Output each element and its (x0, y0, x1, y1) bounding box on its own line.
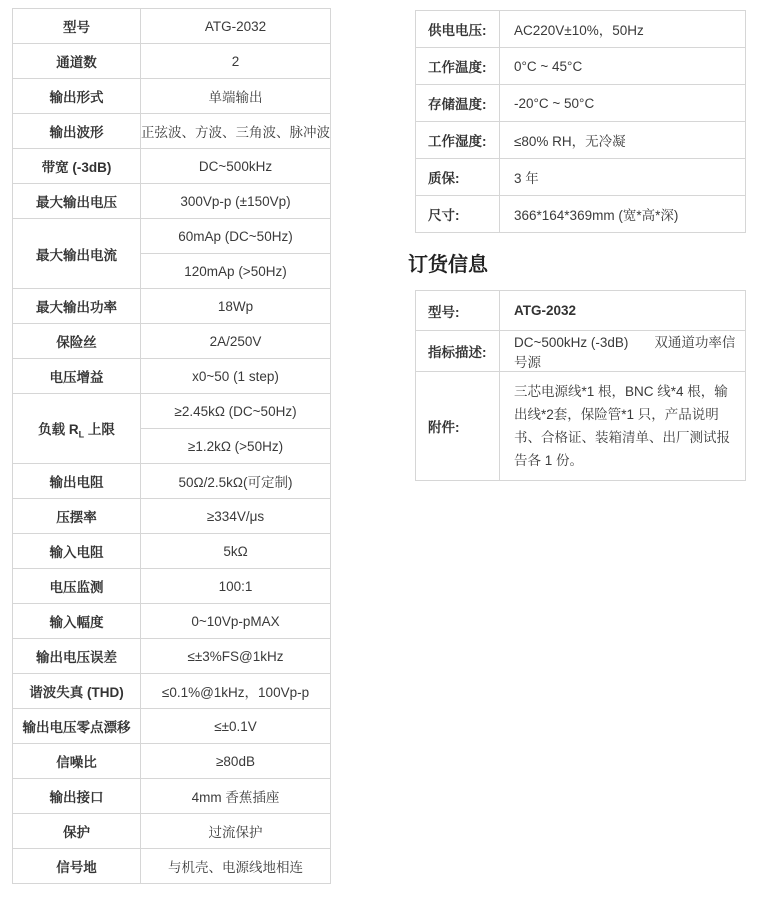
spec-value-voltage-error: ≤±3%FS@1kHz (141, 639, 331, 674)
spec-value-protection: 过流保护 (141, 814, 331, 849)
env-label-operating-temp: 工作温度: (416, 48, 500, 85)
spec-value-output-resistance: 50Ω/2.5kΩ(可定制) (141, 464, 331, 499)
table-row (416, 48, 746, 85)
spec-value-waveforms: 正弦波、方波、三角波、脉冲波 (141, 114, 331, 149)
spec-value-channels: 2 (141, 44, 331, 79)
table-row (13, 219, 331, 254)
spec-value-model: ATG-2032 (141, 9, 331, 44)
table-row (13, 744, 331, 779)
load-label-subscript: L (78, 429, 85, 440)
spec-value-input-amplitude: 0~10Vp-pMAX (141, 604, 331, 639)
order-info-title: 订货信息 (408, 254, 488, 276)
spec-value-gain: x0~50 (1 step) (141, 359, 331, 394)
table-row (13, 499, 331, 534)
order-label-model: 型号: (416, 291, 500, 331)
order-info-table (415, 290, 746, 481)
spec-label-voltage-monitor: 电压监测 (13, 569, 141, 604)
table-row (13, 9, 331, 44)
spec-label-input-amplitude: 输入幅度 (13, 604, 141, 639)
table-row (13, 569, 331, 604)
table-row (416, 331, 746, 372)
load-label-prefix: 负载 R (38, 421, 79, 437)
spec-label-output-resistance: 输出电阻 (13, 464, 141, 499)
spec-value-load-limit-1: ≥2.45kΩ (DC~50Hz) (141, 394, 331, 429)
order-value-accessories: 三芯电源线*1 根，BNC 线*4 根，输出线*2套，保险管*1 只，产品说明书、合格证、装箱清单、出厂测试报告各 1 份。 (500, 372, 746, 481)
env-value-storage-temp: -20°C ~ 50°C (500, 85, 746, 122)
spec-label-model: 型号 (13, 9, 141, 44)
spec-value-snr: ≥80dB (141, 744, 331, 779)
spec-label-bandwidth: 带宽 (-3dB) (13, 149, 141, 184)
table-row (416, 372, 746, 481)
order-description-type: 双通道功率信号源 (514, 335, 736, 370)
table-row (13, 604, 331, 639)
table-row (13, 779, 331, 814)
environment-table (415, 10, 746, 233)
table-row (13, 359, 331, 394)
env-value-operating-temp: 0°C ~ 45°C (500, 48, 746, 85)
table-row (416, 159, 746, 196)
spec-label-output-form: 输出形式 (13, 79, 141, 114)
order-value-model: ATG-2032 (500, 291, 746, 331)
env-value-supply-voltage: AC220V±10%，50Hz (500, 11, 746, 48)
spec-value-fuse: 2A/250V (141, 324, 331, 359)
table-row (13, 709, 331, 744)
spec-label-voltage-error: 输出电压误差 (13, 639, 141, 674)
spec-label-max-current: 最大输出电流 (13, 219, 141, 289)
spec-value-load-limit-2: ≥1.2kΩ (>50Hz) (141, 429, 331, 464)
spec-table (12, 8, 331, 884)
spec-value-max-current-2: 120mAp (>50Hz) (141, 254, 331, 289)
table-row (416, 291, 746, 331)
spec-label-zero-drift: 输出电压零点漂移 (13, 709, 141, 744)
env-label-warranty: 质保: (416, 159, 500, 196)
table-row (13, 289, 331, 324)
order-value-description (500, 331, 746, 372)
spec-value-signal-ground: 与机壳、电源线地相连 (141, 849, 331, 884)
spec-value-output-form: 单端输出 (141, 79, 331, 114)
spec-label-max-power: 最大输出功率 (13, 289, 141, 324)
table-row (13, 114, 331, 149)
table-row (13, 394, 331, 429)
table-row (13, 324, 331, 359)
spec-value-thd: ≤0.1%@1kHz，100Vp-p (141, 674, 331, 709)
spec-value-zero-drift: ≤±0.1V (141, 709, 331, 744)
spec-label-gain: 电压增益 (13, 359, 141, 394)
spec-value-input-resistance: 5kΩ (141, 534, 331, 569)
table-row (13, 184, 331, 219)
table-row (13, 534, 331, 569)
spec-value-max-current-1: 60mAp (DC~50Hz) (141, 219, 331, 254)
spec-label-output-connector: 输出接口 (13, 779, 141, 814)
spec-value-max-voltage: 300Vp-p (±150Vp) (141, 184, 331, 219)
spec-label-max-voltage: 最大输出电压 (13, 184, 141, 219)
spec-label-slew-rate: 压摆率 (13, 499, 141, 534)
spec-label-load-limit (13, 394, 141, 464)
spec-label-signal-ground: 信号地 (13, 849, 141, 884)
table-row (13, 149, 331, 184)
spec-value-max-power: 18Wp (141, 289, 331, 324)
spec-value-bandwidth: DC~500kHz (141, 149, 331, 184)
env-value-humidity: ≤80% RH，无冷凝 (500, 122, 746, 159)
table-row (13, 44, 331, 79)
table-row (13, 814, 331, 849)
order-label-accessories: 附件: (416, 372, 500, 481)
spec-label-protection: 保护 (13, 814, 141, 849)
env-label-dimensions: 尺寸: (416, 196, 500, 233)
table-row (416, 196, 746, 233)
spec-label-input-resistance: 输入电阻 (13, 534, 141, 569)
spec-label-waveforms: 输出波形 (13, 114, 141, 149)
table-row (416, 122, 746, 159)
order-label-description: 指标描述: (416, 331, 500, 372)
table-row (416, 85, 746, 122)
table-row (13, 849, 331, 884)
spec-label-fuse: 保险丝 (13, 324, 141, 359)
table-row (416, 11, 746, 48)
spec-value-slew-rate: ≥334V/μs (141, 499, 331, 534)
table-row (13, 79, 331, 114)
env-value-warranty: 3 年 (500, 159, 746, 196)
table-row (13, 464, 331, 499)
spec-label-channels: 通道数 (13, 44, 141, 79)
spec-label-thd: 谐波失真 (THD) (13, 674, 141, 709)
load-label-suffix: 上限 (84, 421, 115, 437)
spec-label-snr: 信噪比 (13, 744, 141, 779)
env-label-storage-temp: 存储温度: (416, 85, 500, 122)
spec-value-voltage-monitor: 100:1 (141, 569, 331, 604)
table-row (13, 639, 331, 674)
env-label-supply-voltage: 供电电压: (416, 11, 500, 48)
env-label-humidity: 工作湿度: (416, 122, 500, 159)
spec-value-output-connector: 4mm 香蕉插座 (141, 779, 331, 814)
env-value-dimensions: 366*164*369mm (宽*高*深) (500, 196, 746, 233)
order-description-bandwidth: DC~500kHz (-3dB) (514, 335, 629, 350)
table-row (13, 674, 331, 709)
